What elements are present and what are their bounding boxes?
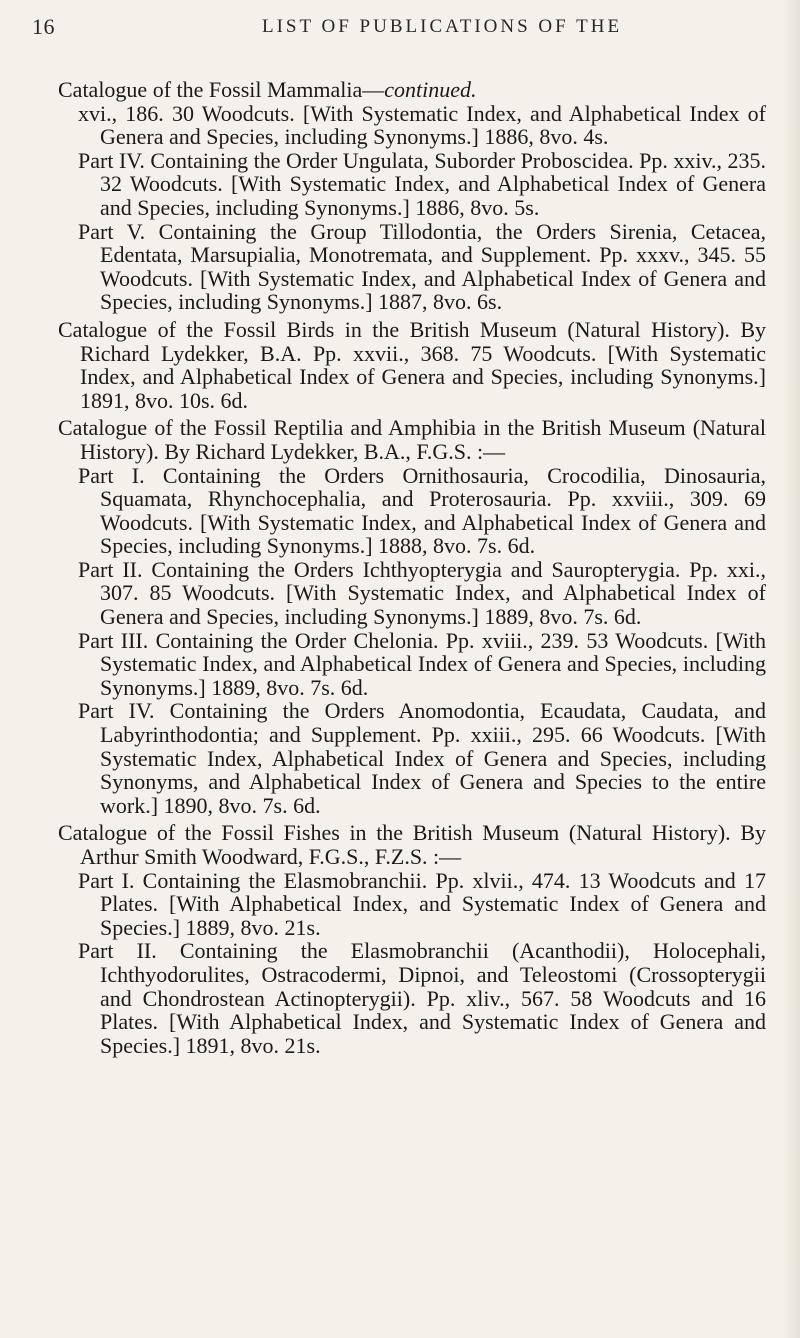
page-number: 16	[32, 14, 55, 39]
part-entry: Part V. Containing the Group Tillodontia, the Orders Sirenia, Cetacea, Edentata, Marsupialia, Monotremata, and Supplement. Pp. xxxv., 345. 55 Woodcuts. [With Systematic Index, and Alphabetical Index of Genera and Species, including Synonyms.] 1887, 8vo. 6s.	[78, 218, 766, 315]
part-entry: Part II. Containing the Orders Ichthyopterygia and Sauropterygia. Pp. xxi., 307. 85 Woodcuts. [With Systematic Index, and Alphabetical Index of Genera and Species, including Synonyms.] 1889, 8vo. 7s. 6d.	[78, 556, 766, 630]
catalogue-entry-fossil-reptilia: Catalogue of the Fossil Reptilia and Amphibia in the British Museum (Natural History). By Richard Lydekker, B.A., F.G.S. :—	[58, 415, 766, 464]
page-edge-shadow	[782, 0, 800, 1338]
part-entry: Part III. Containing the Order Chelonia. Pp. xviii., 239. 53 Woodcuts. [With Systematic Index, and Alphabetical Index of Genera and Species, including Synonyms.] 1889, 8vo. 7s. 6d.	[78, 627, 766, 700]
entry-title: Catalogue of the Fossil Mammalia—	[58, 77, 385, 102]
catalogue-entry-fossil-fishes: Catalogue of the Fossil Fishes in the British Museum (Natural History). By Arthur Smith Woodward, F.G.S., F.Z.S. :—	[58, 820, 766, 869]
part-entry: Part II. Containing the Elasmobranchii (Acanthodii), Holocephali, Ichthyodorulites, Ostracodermi, Dipnoi, and Teleostomi (Crossopterygii and Chondrostean Actinopterygii). Pp. xliv., 567. 58 Woodcuts and 16 Plates. [With Alphabetical Index, and Systematic Index of Genera and Species.] 1891, 8vo. 21s.	[78, 938, 766, 1058]
catalogue-entry-fossil-mammalia	[58, 78, 766, 102]
part-entry: xvi., 186. 30 Woodcuts. [With Systematic Index, and Alphabetical Index of Genera and Species, including Synonyms.] 1886, 8vo. 4s.	[78, 100, 766, 150]
part-entry: Part IV. Containing the Orders Anomodontia, Ecaudata, Caudata, and Labyrinthodontia; and Supplement. Pp. xxiii., 295. 66 Woodcuts. [With Systematic Index, Alphabetical Index of Genera and Species, including Synonyms, and Alphabetical Index of Genera and Species to the entire work.] 1890, 8vo. 7s. 6d.	[78, 698, 766, 818]
part-entry: Part I. Containing the Elasmobranchii. Pp. xlvii., 474. 13 Woodcuts and 17 Plates. [With Alphabetical Index, and Systematic Index of Genera and Species.] 1889, 8vo. 21s.	[78, 867, 766, 940]
running-head: LIST OF PUBLICATIONS OF THE	[262, 16, 623, 37]
part-entry: Part IV. Containing the Order Ungulata, Suborder Proboscidea. Pp. xxiv., 235. 32 Woodcuts. [With Systematic Index, and Alphabetical Index of Genera and Species, including Synonyms.] 1886, 8vo. 5s.	[78, 147, 767, 220]
entry-title-continued: continued.	[384, 77, 477, 102]
part-entry: Part I. Containing the Orders Ornithosauria, Crocodilia, Dinosauria, Squamata, Rhynchocephalia, and Proterosauria. Pp. xxviii., 309. 69 Woodcuts. [With Systematic Index, and Alphabetical Index of Genera and Species, including Synonyms.] 1888, 8vo. 7s. 6d.	[78, 462, 766, 559]
catalogue-entry-fossil-birds: Catalogue of the Fossil Birds in the British Museum (Natural History). By Richard Lydekker, B.A. Pp. xxvii., 368. 75 Woodcuts. [With Systematic Index, and Alphabetical Index of Genera and Species, including Synonyms.] 1891, 8vo. 10s. 6d.	[58, 316, 766, 413]
catalogue-list	[58, 78, 766, 1057]
